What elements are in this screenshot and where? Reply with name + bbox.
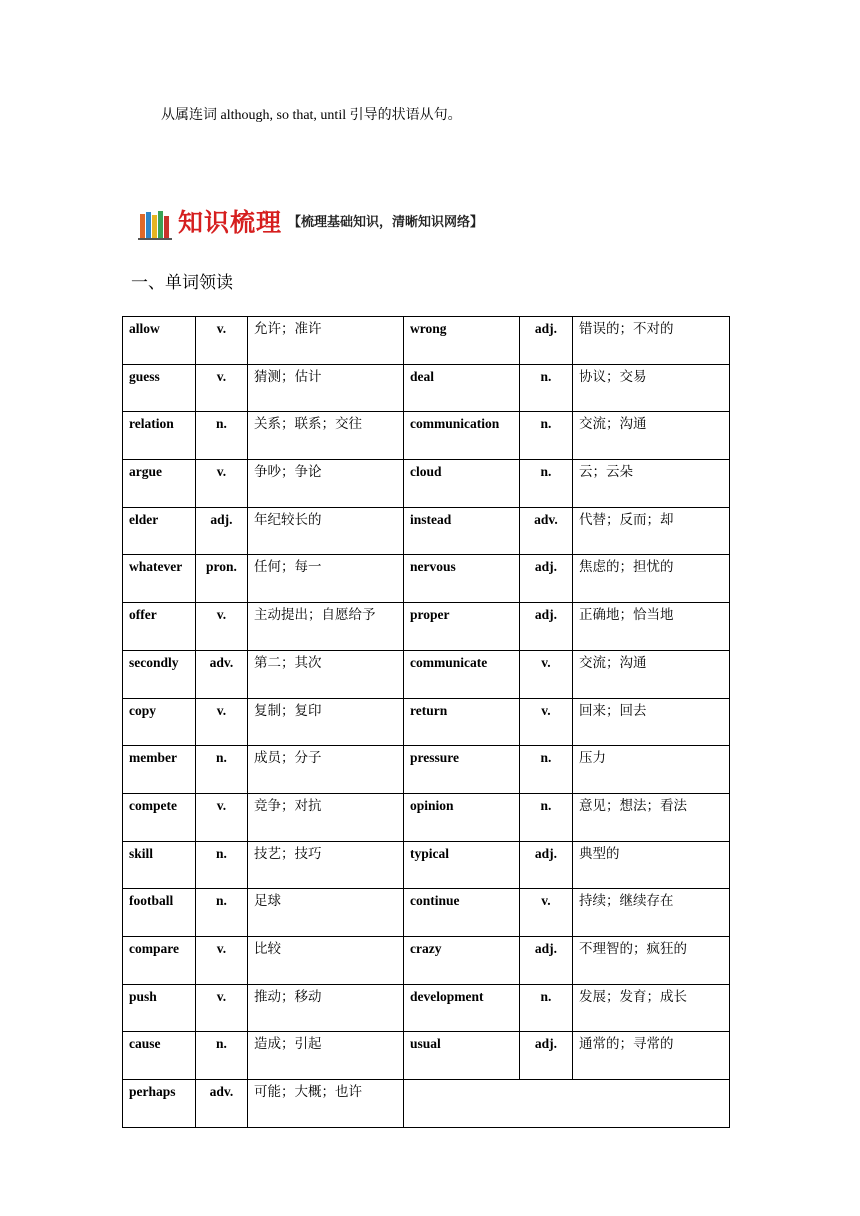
meaning-cell: 正确地；恰当地 bbox=[573, 603, 730, 651]
meaning-cell: 通常的；寻常的 bbox=[573, 1032, 730, 1080]
meaning-cell: 意见；想法；看法 bbox=[573, 793, 730, 841]
table-row bbox=[123, 746, 730, 794]
pos-cell: pron. bbox=[196, 555, 248, 603]
pos-cell: v. bbox=[520, 650, 573, 698]
pos-cell: v. bbox=[196, 460, 248, 508]
word-cell: football bbox=[123, 889, 196, 937]
vocabulary-table bbox=[122, 316, 730, 1128]
table-row bbox=[123, 1080, 730, 1128]
word-cell: perhaps bbox=[123, 1080, 196, 1128]
pos-cell: n. bbox=[520, 793, 573, 841]
table-row bbox=[123, 984, 730, 1032]
table-row bbox=[123, 793, 730, 841]
word-cell: crazy bbox=[404, 936, 520, 984]
pos-cell: n. bbox=[520, 364, 573, 412]
pos-cell: adj. bbox=[520, 1032, 573, 1080]
word-cell: development bbox=[404, 984, 520, 1032]
table-row bbox=[123, 841, 730, 889]
word-cell: relation bbox=[123, 412, 196, 460]
table-row bbox=[123, 1032, 730, 1080]
word-cell: wrong bbox=[404, 317, 520, 365]
pos-cell: n. bbox=[520, 746, 573, 794]
word-cell: whatever bbox=[123, 555, 196, 603]
meaning-cell: 交流；沟通 bbox=[573, 412, 730, 460]
pos-cell: n. bbox=[520, 412, 573, 460]
pos-cell: n. bbox=[196, 841, 248, 889]
table-row bbox=[123, 650, 730, 698]
meaning-cell: 足球 bbox=[248, 889, 404, 937]
meaning-cell: 关系；联系；交往 bbox=[248, 412, 404, 460]
intro-text: 从属连词 although, so that, until 引导的状语从句。 bbox=[161, 108, 462, 123]
word-cell: communicate bbox=[404, 650, 520, 698]
meaning-cell: 竞争；对抗 bbox=[248, 793, 404, 841]
word-cell: deal bbox=[404, 364, 520, 412]
table-row bbox=[123, 460, 730, 508]
pos-cell: v. bbox=[196, 317, 248, 365]
word-cell: pressure bbox=[404, 746, 520, 794]
pos-cell: adv. bbox=[196, 1080, 248, 1128]
word-cell: instead bbox=[404, 507, 520, 555]
word-cell: allow bbox=[123, 317, 196, 365]
table-row bbox=[123, 555, 730, 603]
pos-cell: v. bbox=[196, 984, 248, 1032]
pos-cell: n. bbox=[520, 460, 573, 508]
pos-cell: adj. bbox=[520, 936, 573, 984]
table-row bbox=[123, 936, 730, 984]
meaning-cell: 成员；分子 bbox=[248, 746, 404, 794]
pos-cell: adj. bbox=[520, 317, 573, 365]
meaning-cell: 复制；复印 bbox=[248, 698, 404, 746]
word-cell: elder bbox=[123, 507, 196, 555]
word-cell: usual bbox=[404, 1032, 520, 1080]
pos-cell: v. bbox=[196, 936, 248, 984]
meaning-cell: 年纪较长的 bbox=[248, 507, 404, 555]
pos-cell: v. bbox=[196, 698, 248, 746]
banner-subtitle: 【梳理基础知识，清晰知识网络】 bbox=[288, 215, 484, 230]
word-cell: communication bbox=[404, 412, 520, 460]
word-cell: typical bbox=[404, 841, 520, 889]
pos-cell: n. bbox=[196, 889, 248, 937]
meaning-cell: 争吵；争论 bbox=[248, 460, 404, 508]
word-cell: cause bbox=[123, 1032, 196, 1080]
meaning-cell: 持续；继续存在 bbox=[573, 889, 730, 937]
empty-cell bbox=[404, 1080, 730, 1128]
pos-cell: v. bbox=[196, 603, 248, 651]
table-row bbox=[123, 364, 730, 412]
table-row bbox=[123, 698, 730, 746]
meaning-cell: 推动；移动 bbox=[248, 984, 404, 1032]
table-row bbox=[123, 507, 730, 555]
word-cell: opinion bbox=[404, 793, 520, 841]
meaning-cell: 任何；每一 bbox=[248, 555, 404, 603]
meaning-cell: 焦虑的；担忧的 bbox=[573, 555, 730, 603]
word-cell: continue bbox=[404, 889, 520, 937]
word-cell: offer bbox=[123, 603, 196, 651]
meaning-cell: 代替；反而；却 bbox=[573, 507, 730, 555]
meaning-cell: 技艺；技巧 bbox=[248, 841, 404, 889]
table-row bbox=[123, 603, 730, 651]
pos-cell: v. bbox=[196, 793, 248, 841]
meaning-cell: 不理智的；疯狂的 bbox=[573, 936, 730, 984]
meaning-cell: 云；云朵 bbox=[573, 460, 730, 508]
meaning-cell: 猜测；估计 bbox=[248, 364, 404, 412]
word-cell: member bbox=[123, 746, 196, 794]
pos-cell: adv. bbox=[196, 650, 248, 698]
word-cell: guess bbox=[123, 364, 196, 412]
books-icon bbox=[138, 206, 172, 240]
word-cell: secondly bbox=[123, 650, 196, 698]
pos-cell: v. bbox=[520, 698, 573, 746]
word-cell: nervous bbox=[404, 555, 520, 603]
pos-cell: adj. bbox=[520, 555, 573, 603]
pos-cell: v. bbox=[520, 889, 573, 937]
word-cell: return bbox=[404, 698, 520, 746]
meaning-cell: 发展；发育；成长 bbox=[573, 984, 730, 1032]
pos-cell: adj. bbox=[520, 841, 573, 889]
word-cell: skill bbox=[123, 841, 196, 889]
pos-cell: n. bbox=[196, 412, 248, 460]
pos-cell: adj. bbox=[196, 507, 248, 555]
word-cell: copy bbox=[123, 698, 196, 746]
pos-cell: adj. bbox=[520, 603, 573, 651]
section-heading: 一、单词领读 bbox=[131, 273, 233, 293]
word-cell: argue bbox=[123, 460, 196, 508]
pos-cell: n. bbox=[196, 746, 248, 794]
meaning-cell: 第二；其次 bbox=[248, 650, 404, 698]
table-row bbox=[123, 317, 730, 365]
meaning-cell: 比较 bbox=[248, 936, 404, 984]
table-row bbox=[123, 412, 730, 460]
pos-cell: n. bbox=[520, 984, 573, 1032]
meaning-cell: 交流；沟通 bbox=[573, 650, 730, 698]
pos-cell: n. bbox=[196, 1032, 248, 1080]
banner-title: 知识梳理 bbox=[178, 208, 283, 237]
word-cell: push bbox=[123, 984, 196, 1032]
meaning-cell: 造成；引起 bbox=[248, 1032, 404, 1080]
word-cell: compete bbox=[123, 793, 196, 841]
word-cell: proper bbox=[404, 603, 520, 651]
meaning-cell: 可能；大概；也许 bbox=[248, 1080, 404, 1128]
meaning-cell: 协议；交易 bbox=[573, 364, 730, 412]
pos-cell: v. bbox=[196, 364, 248, 412]
word-cell: cloud bbox=[404, 460, 520, 508]
knowledge-banner bbox=[138, 203, 483, 243]
meaning-cell: 压力 bbox=[573, 746, 730, 794]
word-cell: compare bbox=[123, 936, 196, 984]
meaning-cell: 错误的；不对的 bbox=[573, 317, 730, 365]
meaning-cell: 典型的 bbox=[573, 841, 730, 889]
meaning-cell: 主动提出；自愿给予 bbox=[248, 603, 404, 651]
meaning-cell: 回来；回去 bbox=[573, 698, 730, 746]
table-row bbox=[123, 889, 730, 937]
meaning-cell: 允许；准许 bbox=[248, 317, 404, 365]
pos-cell: adv. bbox=[520, 507, 573, 555]
